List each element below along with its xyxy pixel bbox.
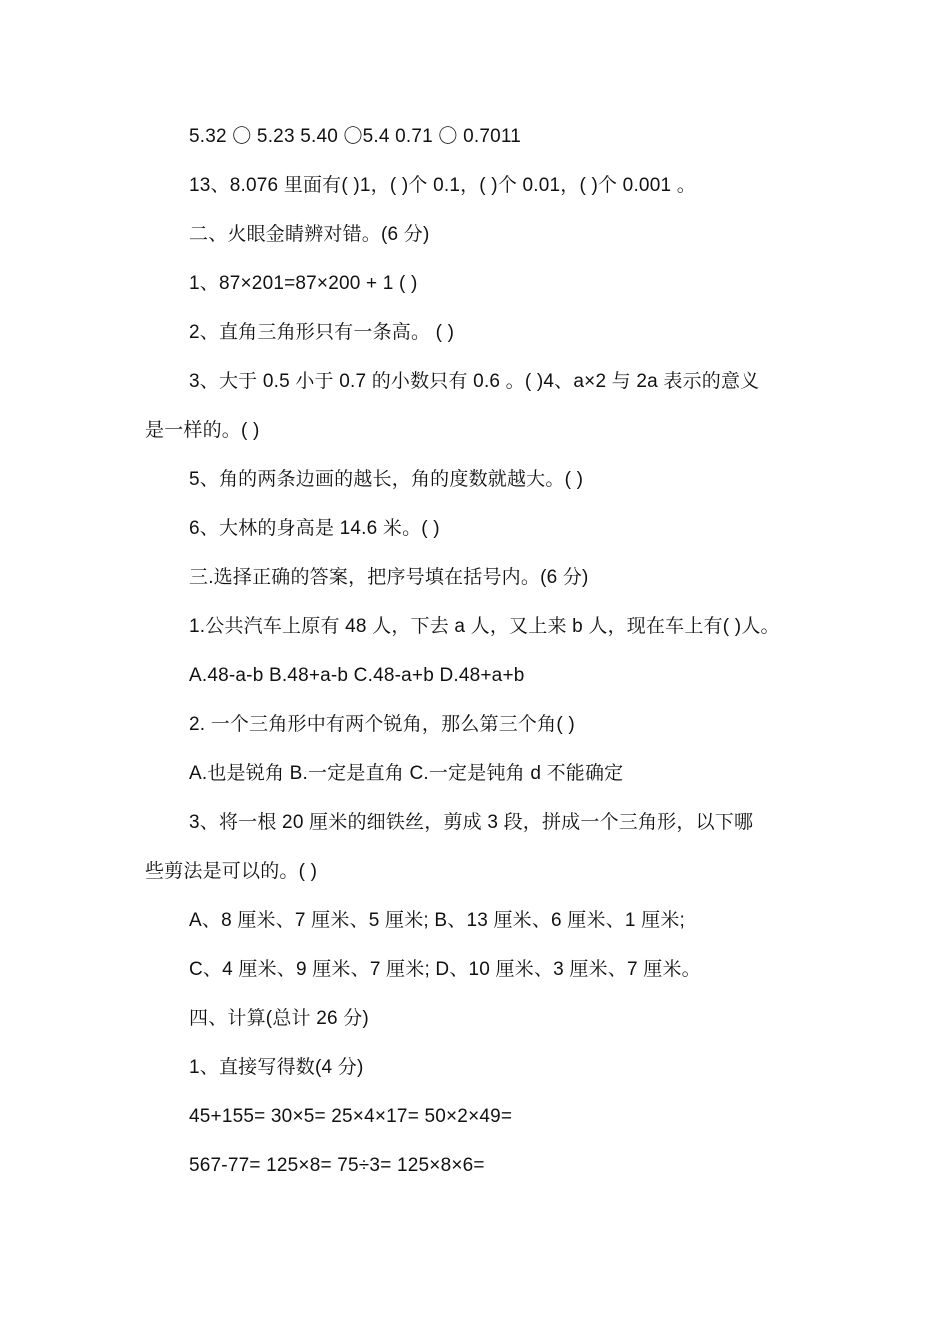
choice-question-3-options-ab: A、8 厘米、7 厘米、5 厘米; B、13 厘米、6 厘米、1 厘米; bbox=[189, 910, 686, 931]
comparison-line: 5.32 〇 5.23 5.40 〇5.4 0.71 〇 0.7011 bbox=[189, 126, 521, 147]
true-false-item-5: 5、角的两条边画的越长，角的度数就越大。( ) bbox=[189, 469, 584, 490]
choice-question-1: 1.公共汽车上原有 48 人，下去 a 人，又上来 b 人，现在车上有( )人。 bbox=[189, 616, 780, 637]
calc-row-1: 45+155= 30×5= 25×4×17= 50×2×49= bbox=[189, 1106, 513, 1127]
document-body bbox=[145, 112, 825, 1190]
question-13: 13、8.076 里面有( )1，( )个 0.1，( )个 0.01，( )个 0.001 。 bbox=[189, 175, 696, 196]
choice-question-1-options: A.48-a-b B.48+a-b C.48-a+b D.48+a+b bbox=[189, 665, 525, 686]
section-4-heading: 四、计算(总计 26 分) bbox=[189, 1008, 369, 1029]
choice-question-2-options: A.也是锐角 B.一定是直角 C.一定是钝角 d 不能确定 bbox=[189, 763, 624, 784]
true-false-item-1: 1、87×201=87×200 + 1 ( ) bbox=[189, 273, 418, 294]
calc-subheading: 1、直接写得数(4 分) bbox=[189, 1057, 364, 1078]
section-2-heading: 二、火眼金睛辨对错。(6 分) bbox=[189, 224, 430, 245]
choice-question-3-continued: 些剪法是可以的。( ) bbox=[145, 861, 318, 882]
calc-row-2: 567-77= 125×8= 75÷3= 125×8×6= bbox=[189, 1155, 485, 1176]
true-false-item-3-4: 3、大于 0.5 小于 0.7 的小数只有 0.6 。( )4、a×2 与 2a 表示的意义 bbox=[189, 371, 760, 392]
true-false-item-2: 2、直角三角形只有一条高。 ( ) bbox=[189, 322, 455, 343]
section-3-heading: 三.选择正确的答案，把序号填在括号内。(6 分) bbox=[189, 567, 589, 588]
choice-question-3: 3、将一根 20 厘米的细铁丝，剪成 3 段，拼成一个三角形，以下哪 bbox=[189, 812, 754, 833]
choice-question-3-options-cd: C、4 厘米、9 厘米、7 厘米; D、10 厘米、3 厘米、7 厘米。 bbox=[189, 959, 701, 980]
true-false-item-6: 6、大林的身高是 14.6 米。( ) bbox=[189, 518, 440, 539]
true-false-item-4-continued: 是一样的。( ) bbox=[145, 420, 260, 441]
choice-question-2: 2. 一个三角形中有两个锐角，那么第三个角( ) bbox=[189, 714, 575, 735]
